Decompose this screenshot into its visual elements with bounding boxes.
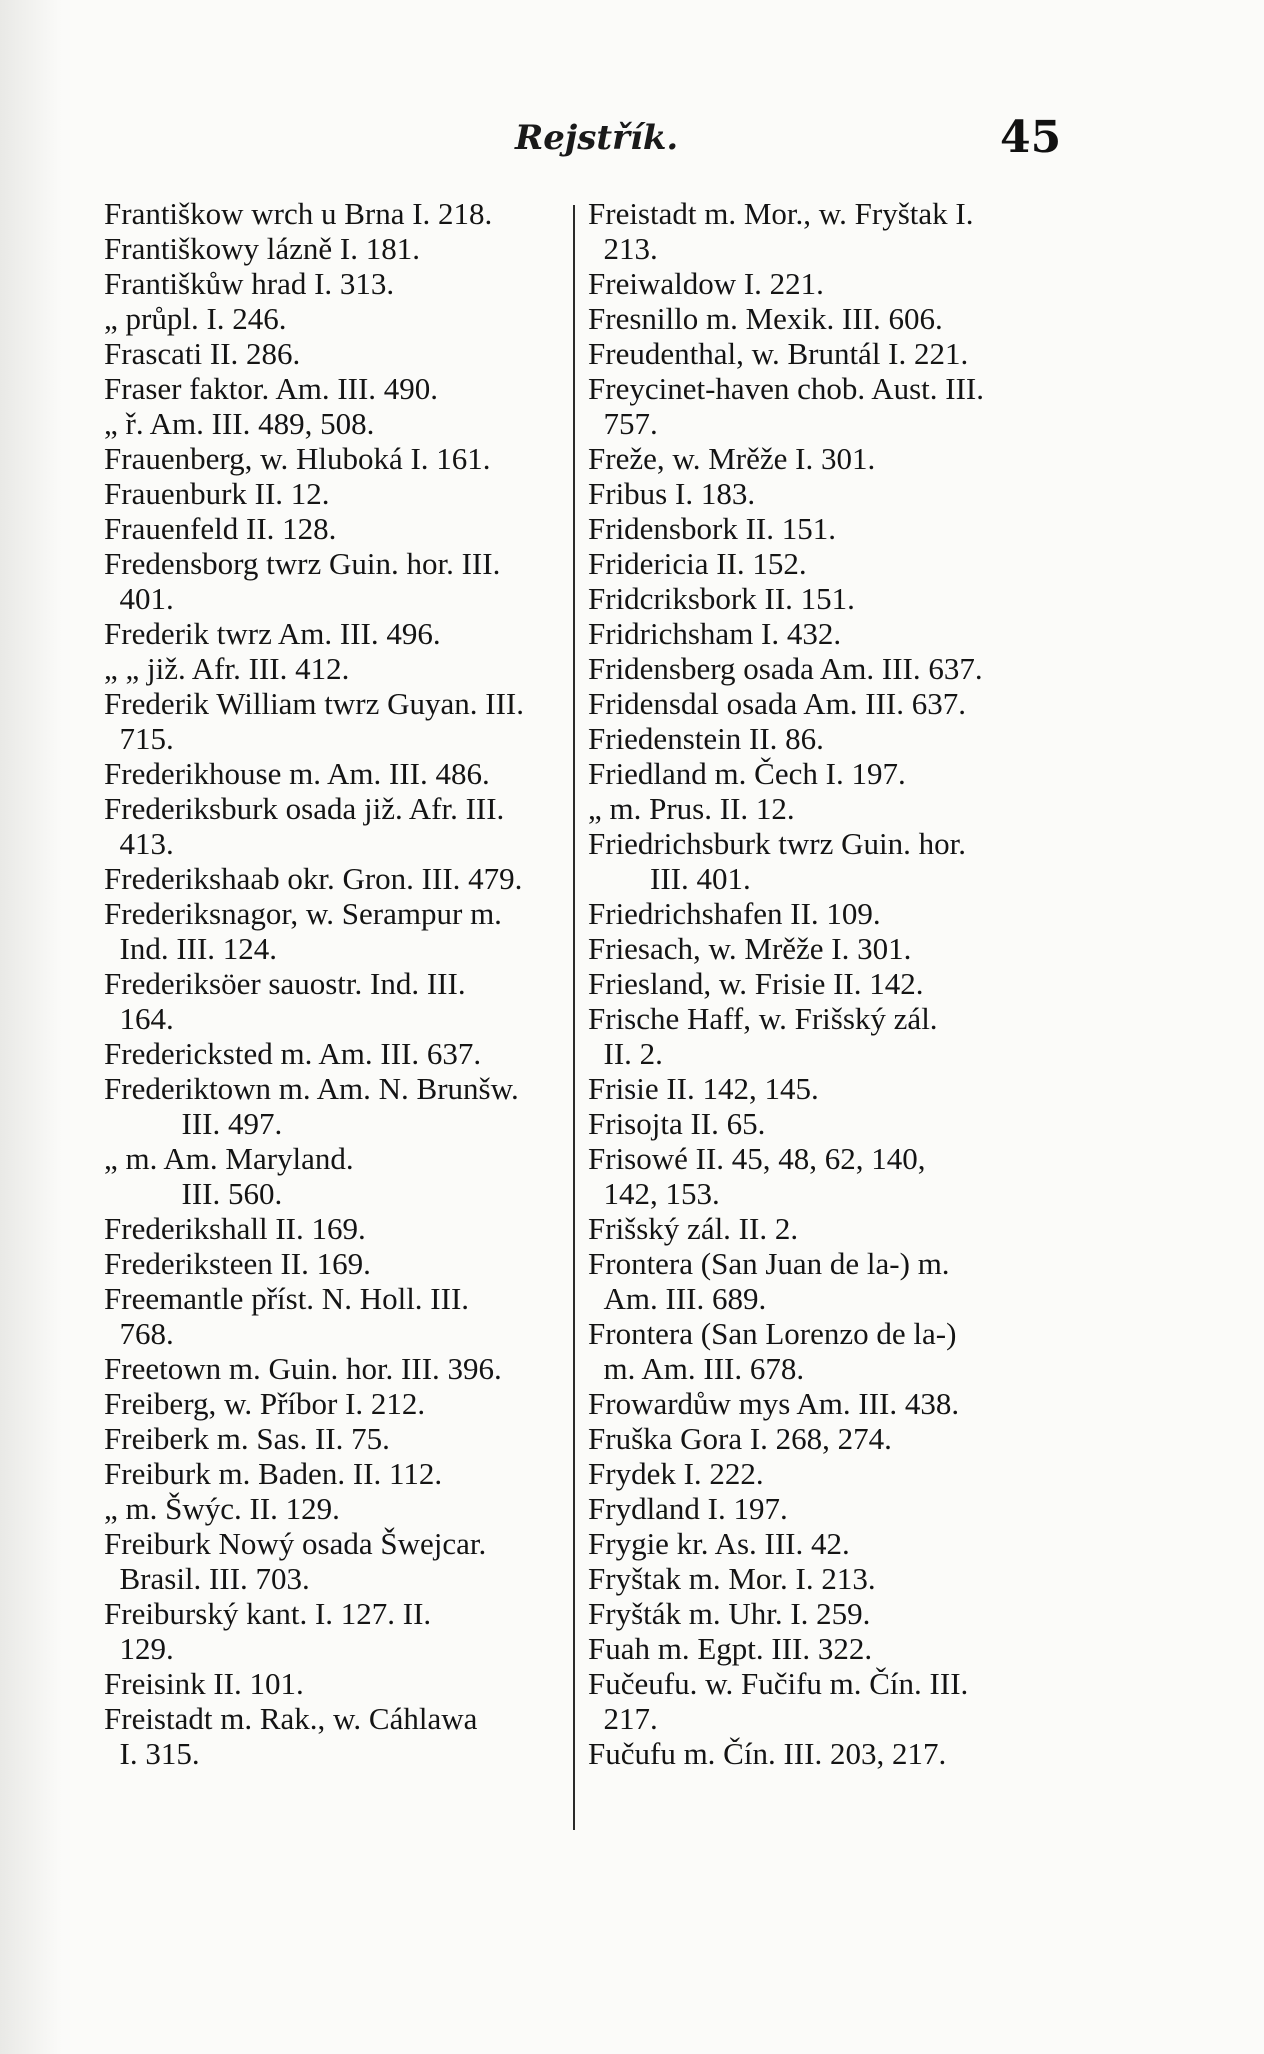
index-entry: Frederiktown m. Am. N. Brunšw. III. 497. bbox=[104, 1071, 519, 1141]
index-entry: Frederiksöer sauostr. Ind. III. 164. bbox=[104, 966, 466, 1036]
index-entry: Freiburský kant. I. 127. II. 129. bbox=[104, 1596, 432, 1666]
index-entry: Frauenberg, w. Hluboká I. 161. bbox=[104, 441, 491, 476]
index-entry: Friesland, w. Frisie II. 142. bbox=[588, 966, 924, 1001]
index-entry: Friedenstein II. 86. bbox=[588, 721, 824, 756]
index-entry: Fridensbork II. 151. bbox=[588, 511, 836, 546]
index-entry: Frowardůw mys Am. III. 438. bbox=[588, 1386, 960, 1421]
index-entry: Fučufu m. Čín. III. 203, 217. bbox=[588, 1736, 947, 1771]
index-entry: Fribus I. 183. bbox=[588, 476, 756, 511]
index-entry: Freiberk m. Sas. II. 75. bbox=[104, 1421, 390, 1456]
index-entry: Fredensborg twrz Guin. hor. III. 401. bbox=[104, 546, 501, 616]
index-entry: Fridrichsham I. 432. bbox=[588, 616, 842, 651]
index-entry: Frauenfeld II. 128. bbox=[104, 511, 337, 546]
index-entry: Františkůw hrad I. 313. bbox=[104, 266, 395, 301]
index-entry: Friedrichsburk twrz Guin. hor. III. 401. bbox=[588, 826, 966, 896]
index-entry: Frontera (San Lorenzo de la-) m. Am. III. 678. bbox=[588, 1316, 957, 1386]
index-entry: Fredericksted m. Am. III. 637. bbox=[104, 1036, 482, 1071]
index-entry: Frederik twrz Am. III. 496. bbox=[104, 616, 441, 651]
index-entry: Františkow wrch u Brna I. 218. bbox=[104, 196, 493, 231]
index-entry: Fridericia II. 152. bbox=[588, 546, 807, 581]
index-entry: Freudenthal, w. Bruntál I. 221. bbox=[588, 336, 969, 371]
index-entry: Frascati II. 286. bbox=[104, 336, 301, 371]
index-entry: Freže, w. Mrěže I. 301. bbox=[588, 441, 876, 476]
index-entry: Frederiksteen II. 169. bbox=[104, 1246, 371, 1281]
index-entry: „ m. Šwýc. II. 129. bbox=[104, 1491, 340, 1526]
index-entry: Frederiksburk osada již. Afr. III. 413. bbox=[104, 791, 505, 861]
index-entry: Frygie kr. As. III. 42. bbox=[588, 1526, 850, 1561]
page-gutter-shadow bbox=[0, 0, 62, 2054]
index-entry: Fraser faktor. Am. III. 490. bbox=[104, 371, 439, 406]
index-entry: Freiberg, w. Příbor I. 212. bbox=[104, 1386, 426, 1421]
index-entry: Freetown m. Guin. hor. III. 396. bbox=[104, 1351, 502, 1386]
index-column-right bbox=[588, 196, 1068, 1771]
index-entry: Frydek I. 222. bbox=[588, 1456, 764, 1491]
index-entry: „ průpl. I. 246. bbox=[104, 301, 287, 336]
index-entry: „ m. Am. Maryland. III. 560. bbox=[104, 1141, 354, 1211]
index-entry: Freemantle příst. N. Holl. III. 768. bbox=[104, 1281, 470, 1351]
column-divider bbox=[573, 205, 575, 1830]
index-entry: Frydland I. 197. bbox=[588, 1491, 788, 1526]
index-entry: Freiburk Nowý osada Šwejcar. Brasil. III. 703. bbox=[104, 1526, 487, 1596]
index-entry: Františkowy lázně I. 181. bbox=[104, 231, 420, 266]
index-entry: Frišský zál. II. 2. bbox=[588, 1211, 799, 1246]
index-entry: Frische Haff, w. Frišský zál. II. 2. bbox=[588, 1001, 938, 1071]
index-entry: Fryšták m. Uhr. I. 259. bbox=[588, 1596, 871, 1631]
index-entry: Frederikshaab okr. Gron. III. 479. bbox=[104, 861, 523, 896]
index-entry: Fridcriksbork II. 151. bbox=[588, 581, 855, 616]
index-entry: Frederikhouse m. Am. III. 486. bbox=[104, 756, 490, 791]
index-entry: Freycinet-haven chob. Aust. III. 757. bbox=[588, 371, 984, 441]
index-entry: Freiburk m. Baden. II. 112. bbox=[104, 1456, 443, 1491]
index-entry: Frisie II. 142, 145. bbox=[588, 1071, 819, 1106]
page-number: 45 bbox=[1000, 112, 1062, 163]
index-entry: Fuah m. Egpt. III. 322. bbox=[588, 1631, 873, 1666]
index-entry: Freiwaldow I. 221. bbox=[588, 266, 824, 301]
index-entry: Fryštak m. Mor. I. 213. bbox=[588, 1561, 876, 1596]
index-entry: Friesach, w. Mrěže I. 301. bbox=[588, 931, 912, 966]
index-entry: Frisowé II. 45, 48, 62, 140, 142, 153. bbox=[588, 1141, 926, 1211]
index-entry: Friedland m. Čech I. 197. bbox=[588, 756, 906, 791]
index-entry: Frederikshall II. 169. bbox=[104, 1211, 366, 1246]
index-entry: Fruška Gora I. 268, 274. bbox=[588, 1421, 892, 1456]
index-entry: Frisojta II. 65. bbox=[588, 1106, 766, 1141]
index-entry: Fučeufu. w. Fučifu m. Čín. III. 217. bbox=[588, 1666, 969, 1736]
index-entry: Fridensberg osada Am. III. 637. bbox=[588, 651, 983, 686]
index-entry: Freisink II. 101. bbox=[104, 1666, 304, 1701]
index-entry: „ „ již. Afr. III. 412. bbox=[104, 651, 350, 686]
index-entry: Frederik William twrz Guyan. III. 715. bbox=[104, 686, 524, 756]
running-header-title: Rejstřík. bbox=[515, 118, 679, 158]
index-entry: Frontera (San Juan de la-) m. Am. III. 689. bbox=[588, 1246, 950, 1316]
index-entry: „ ř. Am. III. 489, 508. bbox=[104, 406, 375, 441]
index-entry: Freistadt m. Mor., w. Fryštak I. 213. bbox=[588, 196, 974, 266]
index-entry: Freistadt m. Rak., w. Cáhlawa I. 315. bbox=[104, 1701, 478, 1771]
index-entry: Fridensdal osada Am. III. 637. bbox=[588, 686, 966, 721]
index-entry: „ m. Prus. II. 12. bbox=[588, 791, 795, 826]
index-entry: Frederiksnagor, w. Serampur m. Ind. III. 124. bbox=[104, 896, 502, 966]
index-entry: Frauenburk II. 12. bbox=[104, 476, 330, 511]
index-column-left bbox=[104, 196, 566, 1771]
index-entry: Fresnillo m. Mexik. III. 606. bbox=[588, 301, 943, 336]
index-entry: Friedrichshafen II. 109. bbox=[588, 896, 881, 931]
